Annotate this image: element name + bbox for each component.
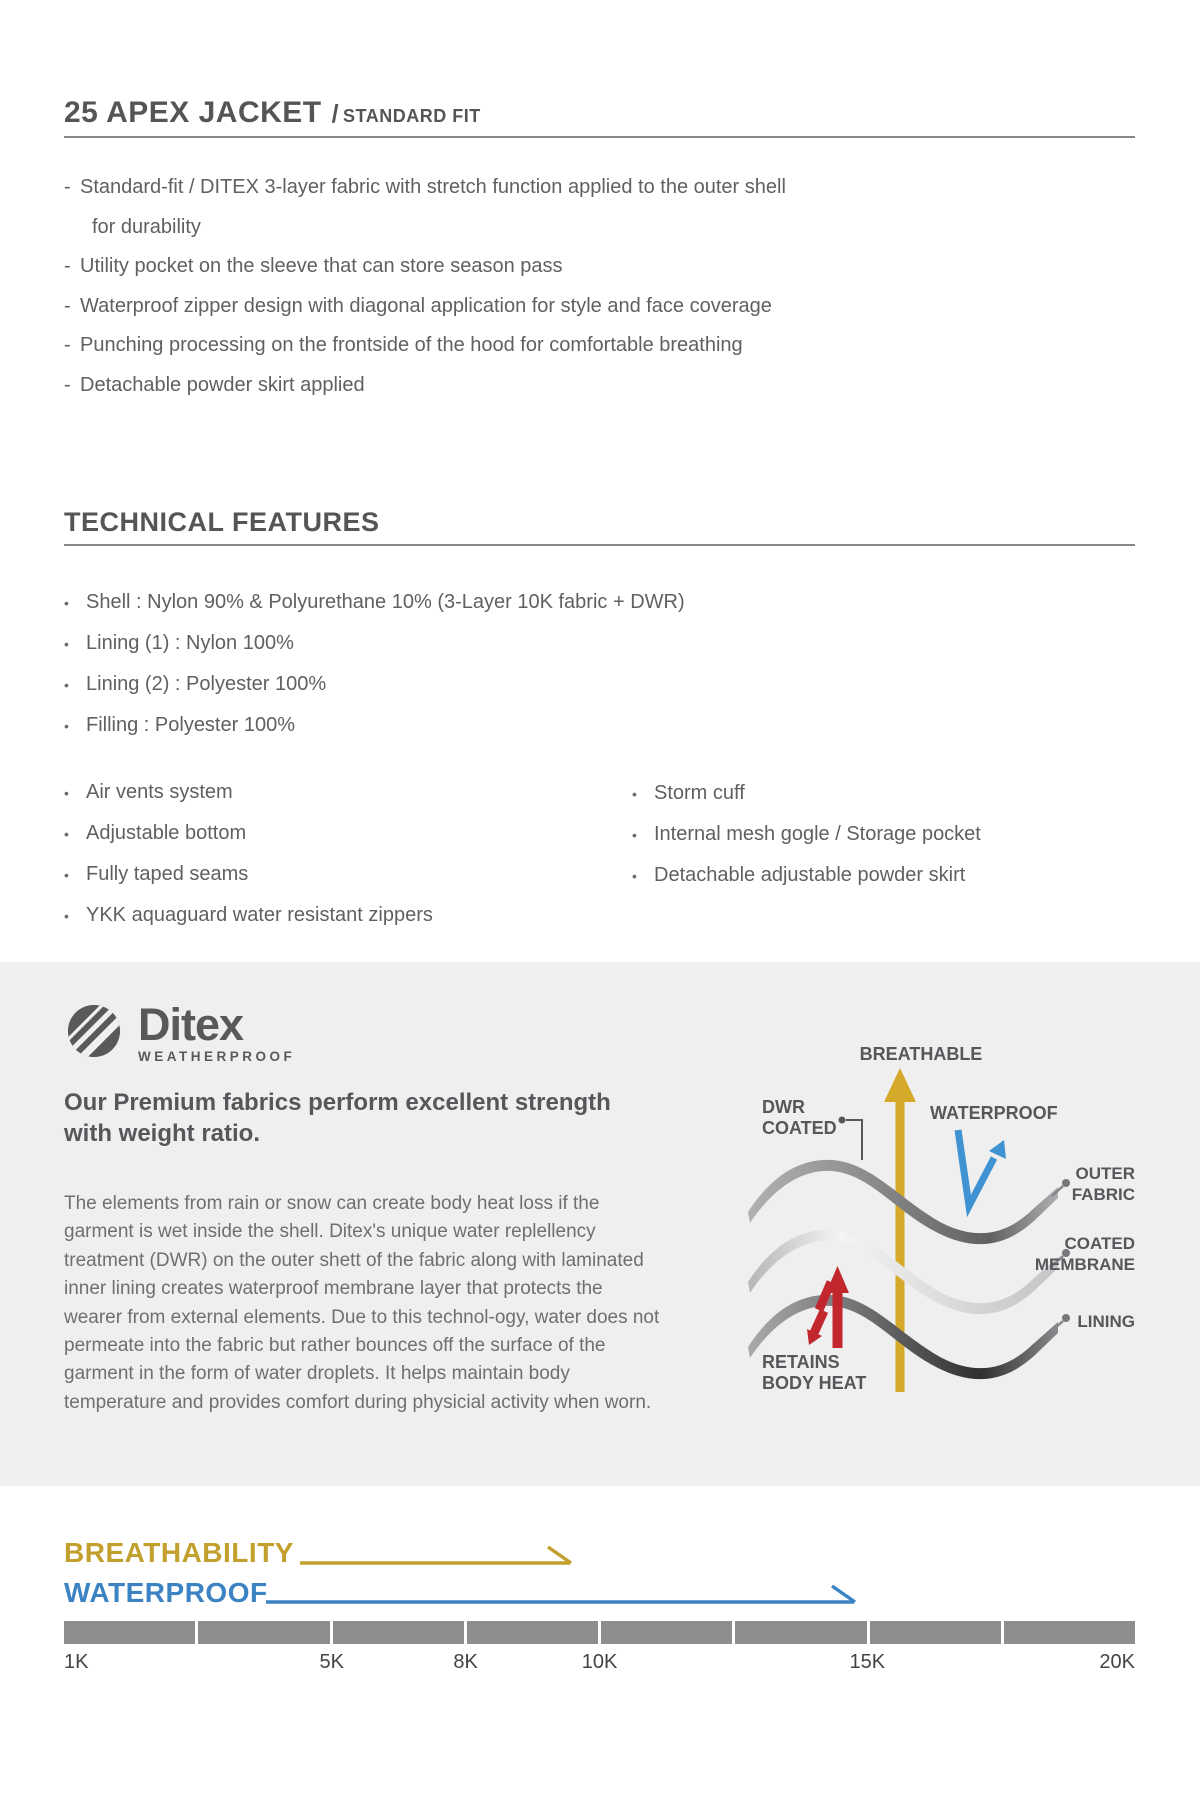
dash-bullet: -: [64, 255, 71, 277]
list-item: [632, 855, 981, 896]
dot-bullet: •: [64, 677, 69, 693]
brand-name: Ditex: [138, 999, 244, 1050]
list-item-text: Air vents system: [86, 781, 233, 803]
list-item-text: Utility pocket on the sleeve that can store season pass: [80, 255, 563, 277]
label-line: COATED: [1064, 1234, 1135, 1253]
dot-bullet: •: [64, 718, 69, 734]
scale-segment: [1004, 1621, 1135, 1644]
product-title: 25 APEX JACKET: [64, 96, 322, 129]
scale-segment: [467, 1621, 598, 1644]
dot-bullet: •: [64, 867, 69, 883]
label-line: COATED: [762, 1118, 837, 1138]
dot-bullet: •: [632, 868, 637, 884]
scale-tick: 5K: [319, 1651, 344, 1673]
page-title: [64, 96, 481, 130]
dot-bullet: •: [64, 826, 69, 842]
dot-bullet: •: [64, 908, 69, 924]
dash-bullet: -: [64, 176, 71, 198]
fabric-layers-illustration: [640, 1030, 1200, 1430]
section-heading: TECHNICAL FEATURES: [64, 507, 380, 537]
breathability-arrow-icon: [296, 1542, 596, 1572]
waterproof-label: WATERPROOF: [64, 1577, 268, 1608]
technology-description: The elements from rain or snow can create body heat loss if the garment is wet inside the shell. Ditex's unique water replellency treatment (DWR) on the outer shett of the fabric along with laminated inner lining creates waterproof membrane layer that protects the wearer from external elements. Due to this technol-ogy, water does not permeate into the fabric but rather bounces off the surface of the garment in the form of water droplets. It helps maintain body temperature and provides comfort during physicial activity when worn.: [64, 1193, 660, 1413]
list-item-text: Lining (2) : Polyester 100%: [86, 673, 327, 695]
list-item: [64, 326, 1104, 366]
dwr-leader-line: [839, 1117, 863, 1161]
label-line: DWR: [762, 1097, 805, 1117]
list-item: [64, 854, 433, 895]
rating-scale-bar: [64, 1621, 1135, 1644]
list-item-text: Waterproof zipper design with diagonal application for style and face coverage: [80, 294, 772, 317]
dash-bullet: -: [64, 294, 71, 317]
diagram-label-breathable: BREATHABLE: [859, 1044, 983, 1064]
list-item-text: Internal mesh gogle / Storage pocket: [654, 823, 981, 845]
materials-list: [64, 582, 685, 746]
list-item: [64, 895, 433, 936]
dot-bullet: •: [632, 786, 637, 802]
ditex-logo-icon: [66, 1003, 122, 1059]
list-item: [64, 582, 685, 623]
list-item: [64, 247, 1104, 287]
breathable-arrowhead-icon: [884, 1068, 916, 1102]
diagram-label-outer-fabric: [1040, 1163, 1135, 1205]
list-item-text: Shell : Nylon 90% & Polyurethane 10% (3-Layer 10K fabric + DWR): [86, 591, 685, 613]
features-list-left: [64, 772, 433, 936]
list-item: [64, 705, 685, 746]
scale-tick: 15K: [849, 1651, 886, 1673]
dot-bullet: •: [64, 785, 69, 801]
scale-tick: 1K: [64, 1651, 89, 1673]
list-item: [64, 287, 1104, 327]
dash-bullet: -: [64, 373, 71, 396]
list-item: [64, 623, 685, 664]
list-item-text: Fully taped seams: [86, 863, 249, 885]
dot-bullet: •: [632, 827, 637, 843]
section-rule: [64, 544, 1135, 546]
label-line: BODY HEAT: [762, 1373, 867, 1393]
list-item-text: YKK aquaguard water resistant zippers: [86, 904, 433, 926]
diagram-label-retains-body-heat: [762, 1352, 866, 1394]
scale-segment: [870, 1621, 1001, 1644]
dot-bullet: •: [64, 636, 69, 652]
diagram-label-coated-membrane: [1003, 1233, 1135, 1275]
list-item: [64, 813, 433, 854]
scale-tick-labels: [64, 1651, 1135, 1675]
diagram-label-dwr-coated: [762, 1097, 837, 1139]
list-item-text: Detachable adjustable powder skirt: [654, 864, 966, 886]
ditex-brand: [66, 999, 296, 1064]
diagram-label-waterproof: WATERPROOF: [930, 1103, 1058, 1123]
list-item-text: Punching processing on the frontside of the hood for comfortable breathing: [80, 334, 743, 356]
label-line: MEMBRANE: [1034, 1255, 1135, 1274]
breathability-label: BREATHABILITY: [64, 1537, 294, 1568]
list-item-text-cont: for durability: [92, 215, 201, 238]
brand-subtitle: WEATHERPROOF: [138, 1049, 296, 1064]
scale-segment: [735, 1621, 866, 1644]
waterproof-arrowhead-icon: [989, 1140, 1006, 1159]
breathable-arrow-icon: [896, 1096, 905, 1392]
scale-segment: [64, 1621, 195, 1644]
label-line: OUTER: [1075, 1164, 1135, 1183]
fit-label: STANDARD FIT: [343, 106, 481, 126]
list-item-text: Filling : Polyester 100%: [86, 714, 295, 736]
features-list-right: [632, 773, 981, 896]
overview-list: [64, 168, 1104, 405]
scale-segment: [601, 1621, 732, 1644]
dash-bullet: -: [64, 334, 71, 356]
label-line: RETAINS: [762, 1352, 840, 1372]
scale-segment: [333, 1621, 464, 1644]
list-item: [632, 814, 981, 855]
list-item: [64, 168, 1104, 247]
intro-line: Our Premium fabrics perform excellent strength: [64, 1089, 611, 1116]
scale-tick: 10K: [581, 1651, 618, 1673]
list-item-text: Lining (1) : Nylon 100%: [86, 632, 294, 654]
technology-intro: [64, 1087, 611, 1149]
list-item: [64, 772, 433, 813]
list-item: [64, 366, 1104, 406]
scale-segment: [198, 1621, 329, 1644]
diagram-label-lining: LINING: [1077, 1312, 1135, 1331]
header-rule: [64, 136, 1135, 138]
list-item: [64, 664, 685, 705]
waterproof-arrow-line-icon: [262, 1582, 862, 1612]
list-item: [632, 773, 981, 814]
scale-tick: 8K: [453, 1651, 478, 1673]
list-item-text: Standard-fit / DITEX 3-layer fabric with stretch function applied to the outer shell: [80, 176, 786, 198]
list-item-text: Adjustable bottom: [86, 822, 247, 844]
list-item-text: Storm cuff: [654, 782, 745, 804]
label-line: FABRIC: [1071, 1185, 1135, 1204]
scale-tick: 20K: [1099, 1651, 1135, 1673]
title-slash: /: [331, 100, 339, 128]
list-item-text: Detachable powder skirt applied: [80, 373, 365, 396]
dot-bullet: •: [64, 595, 69, 611]
waterproof-arrow-icon: [958, 1130, 994, 1206]
intro-line: with weight ratio.: [64, 1120, 260, 1147]
